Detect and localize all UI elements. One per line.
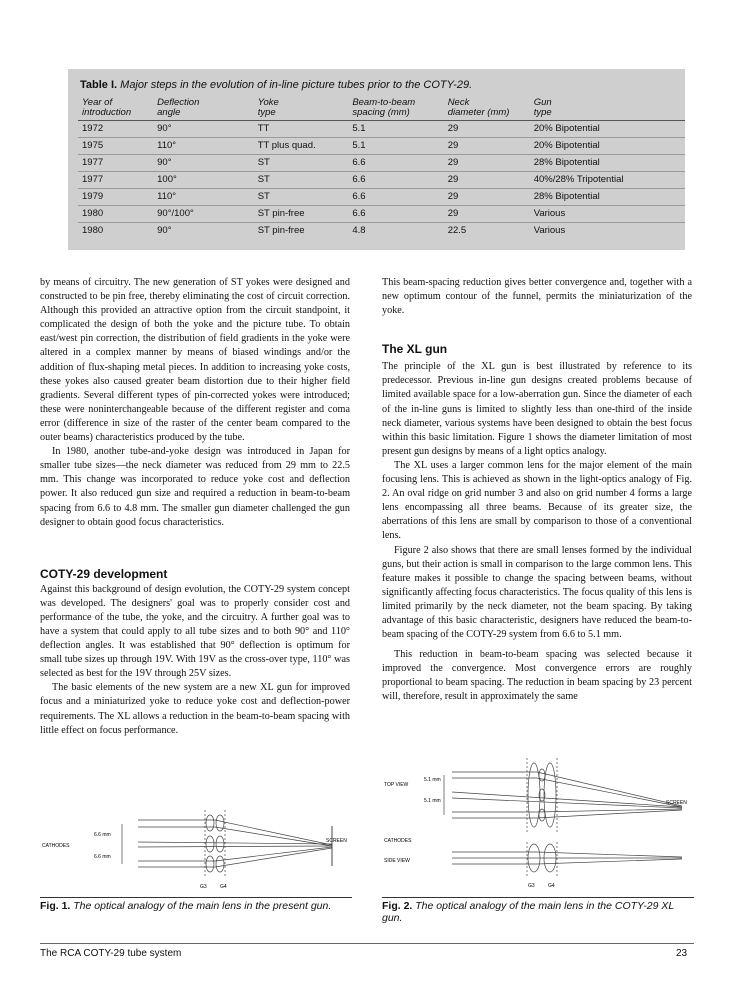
fig1-beam-center: [138, 842, 332, 844]
table-title: Major steps in the evolution of in-line picture tubes prior to the COTY-29.: [120, 79, 473, 91]
table-cell: 110°: [153, 189, 254, 206]
table-cell: ST: [254, 189, 349, 206]
fig1-screen-label: SCREEN: [326, 838, 347, 844]
left-paragraph-1: by means of circuitry. The new generation of ST yokes were designed and constructed to be pin free, thereby eliminating the cost of circuit correction. Although this provided an attractive option from the circuit standpoint, it complicated the design of both the yoke and the picture tube. To obtain east/west pin correction, the distribution of field gradients in the yoke were altered in a complex manner by means of biased windings and/or the addition of flux-shaping metal pieces. In addition to increasing yoke costs, these yokes also caused greater beam distortion due to their higher field gradients. Several different types of pin-corrected yokes were introduced; these were noninterchangeable because of the different register and coma error (difference in size of the raster of the center beam compared to the outer beams) characteristics produced by the tube.: [40, 277, 350, 444]
header-neck: Neck diameter (mm): [444, 98, 530, 121]
right-column: [382, 276, 692, 705]
table-cell: 28% Bipotential: [530, 155, 685, 172]
table-cell: 4.8: [352, 225, 366, 236]
fig1-g4-label: G4: [220, 884, 227, 890]
fig1-lens-3: [206, 856, 214, 872]
table-cell: 1977: [78, 155, 153, 172]
fig1-diagram: [40, 796, 356, 892]
fig1-rule: [40, 897, 352, 898]
table-row: [78, 172, 685, 189]
table-cell: 40%/28% Tripotential: [530, 172, 685, 189]
table-cell: 28% Bipotential: [530, 189, 685, 206]
table-cell: Various: [530, 206, 685, 223]
fig2-beam-top: [452, 772, 682, 806]
left-paragraph-4: The basic elements of the new system are a new XL gun for improved focus and a miniaturized yoke to reduce yoke cost and deflection-power requirements. The XL allows a reduction in the beam-to-beam spacing with little effect on focus performance.: [40, 682, 350, 736]
table-row: [78, 138, 685, 155]
fig1-g3-label: G3: [200, 884, 207, 890]
table-body: [78, 121, 685, 240]
table-cell: 20% Bipotential: [530, 138, 685, 155]
table-cell: 29: [444, 206, 530, 223]
table-cell: 110°: [153, 138, 254, 155]
table-cell: 90°: [153, 121, 254, 138]
right-paragraph-3: The XL uses a larger common lens for the major element of the main focusing lens. This is achieved as shown in the light-optics analogy of Fig. 2. An oval ridge on grid number 3 and also on grid number 4 forms a large lens encompassing all three beams. Because of its greater size, the aberrations of this lens are small by comparison to those of a conventional lens.: [382, 459, 692, 542]
table-cell: ST: [254, 172, 349, 189]
table-cell: 90°: [153, 155, 254, 172]
fig2-cathodes-label: CATHODES: [384, 838, 412, 844]
fig1-caption: [40, 900, 352, 912]
table-cell: 100°: [153, 172, 254, 189]
fig2-caption-text: The optical analogy of the main lens in the COTY-29 XL gun.: [382, 900, 675, 924]
fig2-screen-label: SCREEN: [666, 800, 687, 806]
table-cell: 29: [444, 138, 530, 155]
fig2-beam-bottom: [452, 809, 682, 812]
fig2-common-lens-g3: [528, 763, 540, 827]
running-footer: The RCA COTY-29 tube system: [40, 948, 182, 959]
table-cell: 1980: [82, 225, 104, 236]
table-header-row: [78, 98, 685, 121]
fig1-beam-bottom: [138, 847, 332, 861]
table-cell: 5.1: [348, 138, 443, 155]
fig2-rule: [382, 897, 694, 898]
table-cell: 5.1: [348, 121, 443, 138]
table-cell: 1975: [78, 138, 153, 155]
table-cell: 1977: [78, 172, 153, 189]
fig2-caption-label: Fig. 2.: [382, 900, 413, 912]
left-paragraph-2: In 1980, another tube-and-yoke design was introduced in Japan for smaller tube sizes—the neck diameter was reduced from 29 mm to 22.5 mm. This change was incorporated to reduce yoke cost and deflection power. It also reduced gun size and required a reduction in beam-to-beam spacing from 6.6 to 4.8 mm. The smaller gun diameter challenged the gun designer to obtain good focus characteristics.: [40, 446, 350, 528]
header-year: Year of introduction: [78, 98, 153, 121]
heading-xl-gun: The XL gun: [382, 342, 448, 357]
fig1-dim-1: 6.6 mm: [94, 832, 111, 838]
fig2-dim-1: 5.1 mm: [424, 777, 441, 783]
fig2-top-view-label: TOP VIEW: [384, 782, 409, 788]
table-row: [78, 223, 685, 240]
table-cell: TT plus quad.: [254, 138, 349, 155]
header-yoke: Yoke type: [254, 98, 349, 121]
table-row: [78, 121, 685, 138]
table-cell: 29: [444, 121, 530, 138]
fig2-dim-2: 5.1 mm: [424, 798, 441, 804]
right-paragraph-1: This beam-spacing reduction gives better convergence and, together with a new optimum contour of the funnel, permits the miniaturization of the yoke.: [382, 277, 692, 317]
table-cell: 90°: [157, 225, 172, 236]
table-label: Table I.: [80, 79, 118, 91]
evolution-table: [78, 98, 685, 239]
table-cell: 1979: [78, 189, 153, 206]
table-box: [68, 69, 685, 250]
left-column: [40, 276, 350, 738]
header-spacing: Beam-to-beam spacing (mm): [348, 98, 443, 121]
table-cell: 1972: [78, 121, 153, 138]
table-cell: 6.6: [348, 155, 443, 172]
right-paragraph-5: This reduction in beam-to-beam spacing was selected because it improved the convergence. Most convergence errors are roughly proportional to beam spacing. The reduction in beam spacing by 23 percent will, therefore, result in approximately the same: [382, 649, 692, 703]
footer-rule: [40, 943, 694, 944]
table-cell: 90°/100°: [153, 206, 254, 223]
table-cell: ST: [254, 155, 349, 172]
fig2-g3-label: G3: [528, 883, 535, 889]
table-cell: ST pin-free: [257, 225, 305, 236]
fig1-dim-2: 6.6 mm: [94, 854, 111, 860]
header-gun: Gun type: [530, 98, 685, 121]
table-cell: 22.5: [447, 225, 467, 236]
fig1-caption-text: The optical analogy of the main lens in the present gun.: [73, 900, 332, 912]
table-caption: [80, 79, 472, 91]
fig2-g4-label: G4: [548, 883, 555, 889]
table-row: [78, 206, 685, 223]
table-cell: 1980: [78, 206, 153, 223]
table-cell: 29: [444, 155, 530, 172]
table-cell: 20% Bipotential: [530, 121, 685, 138]
table-cell: 29: [444, 172, 530, 189]
fig2-side-view-label: SIDE VIEW: [384, 858, 410, 864]
table-cell: 29: [444, 189, 530, 206]
table-row: [78, 189, 685, 206]
heading-coty29-development: COTY-29 development: [40, 566, 168, 581]
fig1-lens-1: [206, 815, 214, 831]
table-cell: Various: [533, 225, 566, 236]
table-cell: 6.6: [348, 172, 443, 189]
fig1-caption-label: Fig. 1.: [40, 900, 71, 912]
page-number: 23: [676, 948, 688, 959]
table-cell: ST pin-free: [254, 206, 349, 223]
fig2-diagram: [382, 744, 696, 894]
table-cell: 6.6: [348, 189, 443, 206]
fig2-caption: [382, 900, 694, 924]
fig1-cathodes-label: CATHODES: [42, 843, 70, 849]
header-deflection: Deflection angle: [153, 98, 254, 121]
right-paragraph-4: Figure 2 also shows that there are small lenses formed by the individual guns, but their action is small in comparison to the large common lens. This feature makes it possible to change the spacing between beams, without significantly affecting focus characteristics. The focus quality of this lens is limited primarily by the neck diameter, not the beam spacing. By taking advantage of this basic characteristic, designers have reduced the beam-to-beam spacing of the COTY-29 system from 6.6 to 5.1 mm.: [382, 544, 692, 641]
table-cell: TT: [254, 121, 349, 138]
table-cell: 6.6: [348, 206, 443, 223]
right-paragraph-2: The principle of the XL gun is best illustrated by reference to its predecessor. Previous in-line gun designs created problems because of limited available space for a low-aberration gun. Since the diameter of each of the in-line guns is limited to slightly less than one-third of the inside neck diameter, various systems have been designed to obtain the best focus within this basic limitation. Figure 1 shows the diameter limitation of most present gun designs by means of a light optics analogy.: [382, 361, 692, 457]
fig1-lens-2: [206, 836, 214, 852]
table-row: [78, 155, 685, 172]
left-paragraph-3: Against this background of design evolution, the COTY-29 system concept was developed. The designers' goal was to properly consider cost and performance of the tube, the yoke, and the circuitry. A further goal was to have a system that could apply to all tube sizes and to both 90° and 110° deflection angles. It was established that 90° deflection is optimum for small tube sizes up through 19V. With 19V as the cross-over type, 110° was selected as best for the 19V through 25V sizes.: [40, 583, 350, 680]
